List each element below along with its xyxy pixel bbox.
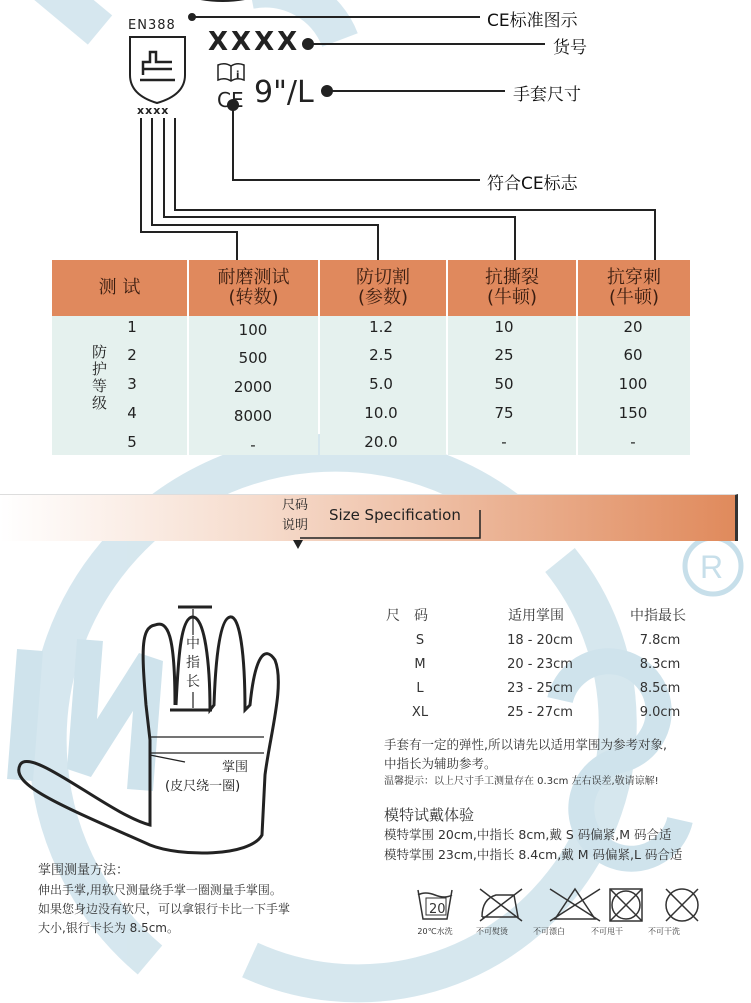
en388-label: EN388 bbox=[128, 18, 176, 33]
care-label: 不可熨烫 bbox=[476, 927, 508, 936]
table-cell: - bbox=[630, 433, 636, 451]
tip: 温馨提示：以上尺寸手工测量存在 0.3cm 左右误差,敬请谅解! bbox=[384, 776, 659, 787]
size-cell: 25 - 27cm bbox=[507, 705, 573, 720]
table-cell: 150 bbox=[618, 404, 648, 422]
method-line-3: 大小,银行卡长为 8.5cm。 bbox=[38, 921, 180, 935]
size-cell: 20 - 23cm bbox=[507, 657, 573, 672]
table-cell: 100 bbox=[618, 375, 648, 393]
wash-temp: 20 bbox=[429, 902, 446, 917]
table-cell: 10.0 bbox=[364, 404, 398, 422]
table-cell: 60 bbox=[623, 346, 643, 364]
care-label: 不可甩干 bbox=[591, 927, 623, 936]
size-cell: 9.0cm bbox=[639, 705, 681, 720]
size-cell: 8.5cm bbox=[639, 681, 681, 696]
note-2: 中指长为辅助参考。 bbox=[384, 756, 497, 771]
banner-cn2: 说明 bbox=[282, 518, 309, 533]
care-label: 不可干洗 bbox=[648, 927, 680, 936]
table-cell: - bbox=[501, 433, 507, 451]
table-header: 抗撕裂 (牛顿) bbox=[448, 260, 576, 316]
size-cell: 18 - 20cm bbox=[507, 633, 573, 648]
model-title: 模特试戴体验 bbox=[384, 806, 475, 824]
callout-item: 货号 bbox=[553, 38, 587, 58]
finger-length-label: 中 指 长 bbox=[186, 636, 200, 690]
table-cell: 25 bbox=[494, 346, 514, 364]
table-cell: 5.0 bbox=[369, 375, 393, 393]
banner-cn1: 尺码 bbox=[282, 498, 309, 513]
label-lines bbox=[0, 0, 751, 260]
table-header: 抗穿刺 (牛顿) bbox=[578, 260, 690, 316]
banner-title: Size Specification bbox=[329, 506, 461, 524]
size-header: 中指最长 bbox=[630, 608, 686, 624]
table-cell: 1.2 bbox=[369, 318, 393, 336]
size-cell: S bbox=[415, 633, 425, 648]
table-cell: 100 bbox=[238, 321, 268, 339]
svg-text:R: R bbox=[700, 549, 724, 585]
table-cell: 20 bbox=[623, 318, 643, 336]
table-cell: 500 bbox=[238, 349, 268, 367]
ce-mark-icon: CE bbox=[217, 88, 244, 112]
size-header: 尺 码 bbox=[386, 608, 428, 624]
method-line-1: 伸出手掌,用软尺测量绕手掌一圈测量手掌围。 bbox=[38, 883, 282, 897]
palm-note: (皮尺绕一圈) bbox=[165, 779, 241, 794]
table-header: 测 试 bbox=[52, 260, 187, 316]
size-label: 9"/L bbox=[254, 75, 314, 110]
no-tumble-dry-icon bbox=[610, 889, 642, 921]
note-1: 手套有一定的弹性,所以请先以适用掌围为参考对象, bbox=[384, 737, 667, 752]
method-line-2: 如果您身边没有软尺，可以拿银行卡比一下手掌 bbox=[38, 902, 291, 916]
table-cell: - bbox=[250, 436, 256, 454]
care-label: 20℃水洗 bbox=[417, 927, 453, 936]
item-number: XXXX bbox=[208, 27, 301, 57]
callout-ce-mark: 符合CE标志 bbox=[487, 174, 578, 194]
table-cell: 2000 bbox=[233, 378, 273, 396]
svg-text:i: i bbox=[236, 70, 240, 81]
table-cell: 75 bbox=[494, 404, 514, 422]
model-line-1: 模特掌围 20cm,中指长 8cm,戴 S 码偏紧,M 码合适 bbox=[384, 827, 672, 842]
size-cell: XL bbox=[411, 705, 429, 720]
table-cell: 4 bbox=[127, 404, 137, 422]
table-cell: 1 bbox=[127, 318, 137, 336]
side-label: 防 护 等 级 bbox=[92, 343, 108, 412]
table-cell: 20.0 bbox=[364, 433, 398, 451]
rating-code: xxxx bbox=[137, 104, 170, 117]
no-dry-clean-icon bbox=[666, 889, 698, 921]
table-cell: 50 bbox=[494, 375, 514, 393]
size-cell: 23 - 25cm bbox=[507, 681, 573, 696]
size-cell: 8.3cm bbox=[639, 657, 681, 672]
table-cell: 3 bbox=[127, 375, 137, 393]
size-cell: M bbox=[414, 657, 426, 672]
care-icons bbox=[410, 885, 710, 925]
size-header: 适用掌围 bbox=[508, 608, 564, 624]
method-title: 掌围测量方法： bbox=[38, 863, 130, 878]
table-header: 耐磨测试 (转数) bbox=[189, 260, 318, 316]
table-cell: 5 bbox=[127, 433, 137, 451]
callout-size: 手套尺寸 bbox=[513, 85, 581, 105]
size-cell: 7.8cm bbox=[639, 633, 681, 648]
callout-ce-icon: CE标准图示 bbox=[487, 11, 578, 31]
care-label: 不可漂白 bbox=[533, 927, 565, 936]
table-header: 防切割 (参数) bbox=[320, 260, 446, 316]
no-iron-icon bbox=[480, 889, 522, 921]
model-line-2: 模特掌围 23cm,中指长 8.4cm,戴 M 码偏紧,L 码合适 bbox=[384, 847, 683, 862]
table-cell: 8000 bbox=[233, 407, 273, 425]
table-cell: 2 bbox=[127, 346, 137, 364]
table-cell: 2.5 bbox=[369, 346, 393, 364]
no-bleach-icon bbox=[550, 889, 600, 921]
palm-label: 掌围 bbox=[222, 760, 249, 775]
table-cell: 10 bbox=[494, 318, 514, 336]
size-cell: L bbox=[416, 681, 424, 696]
